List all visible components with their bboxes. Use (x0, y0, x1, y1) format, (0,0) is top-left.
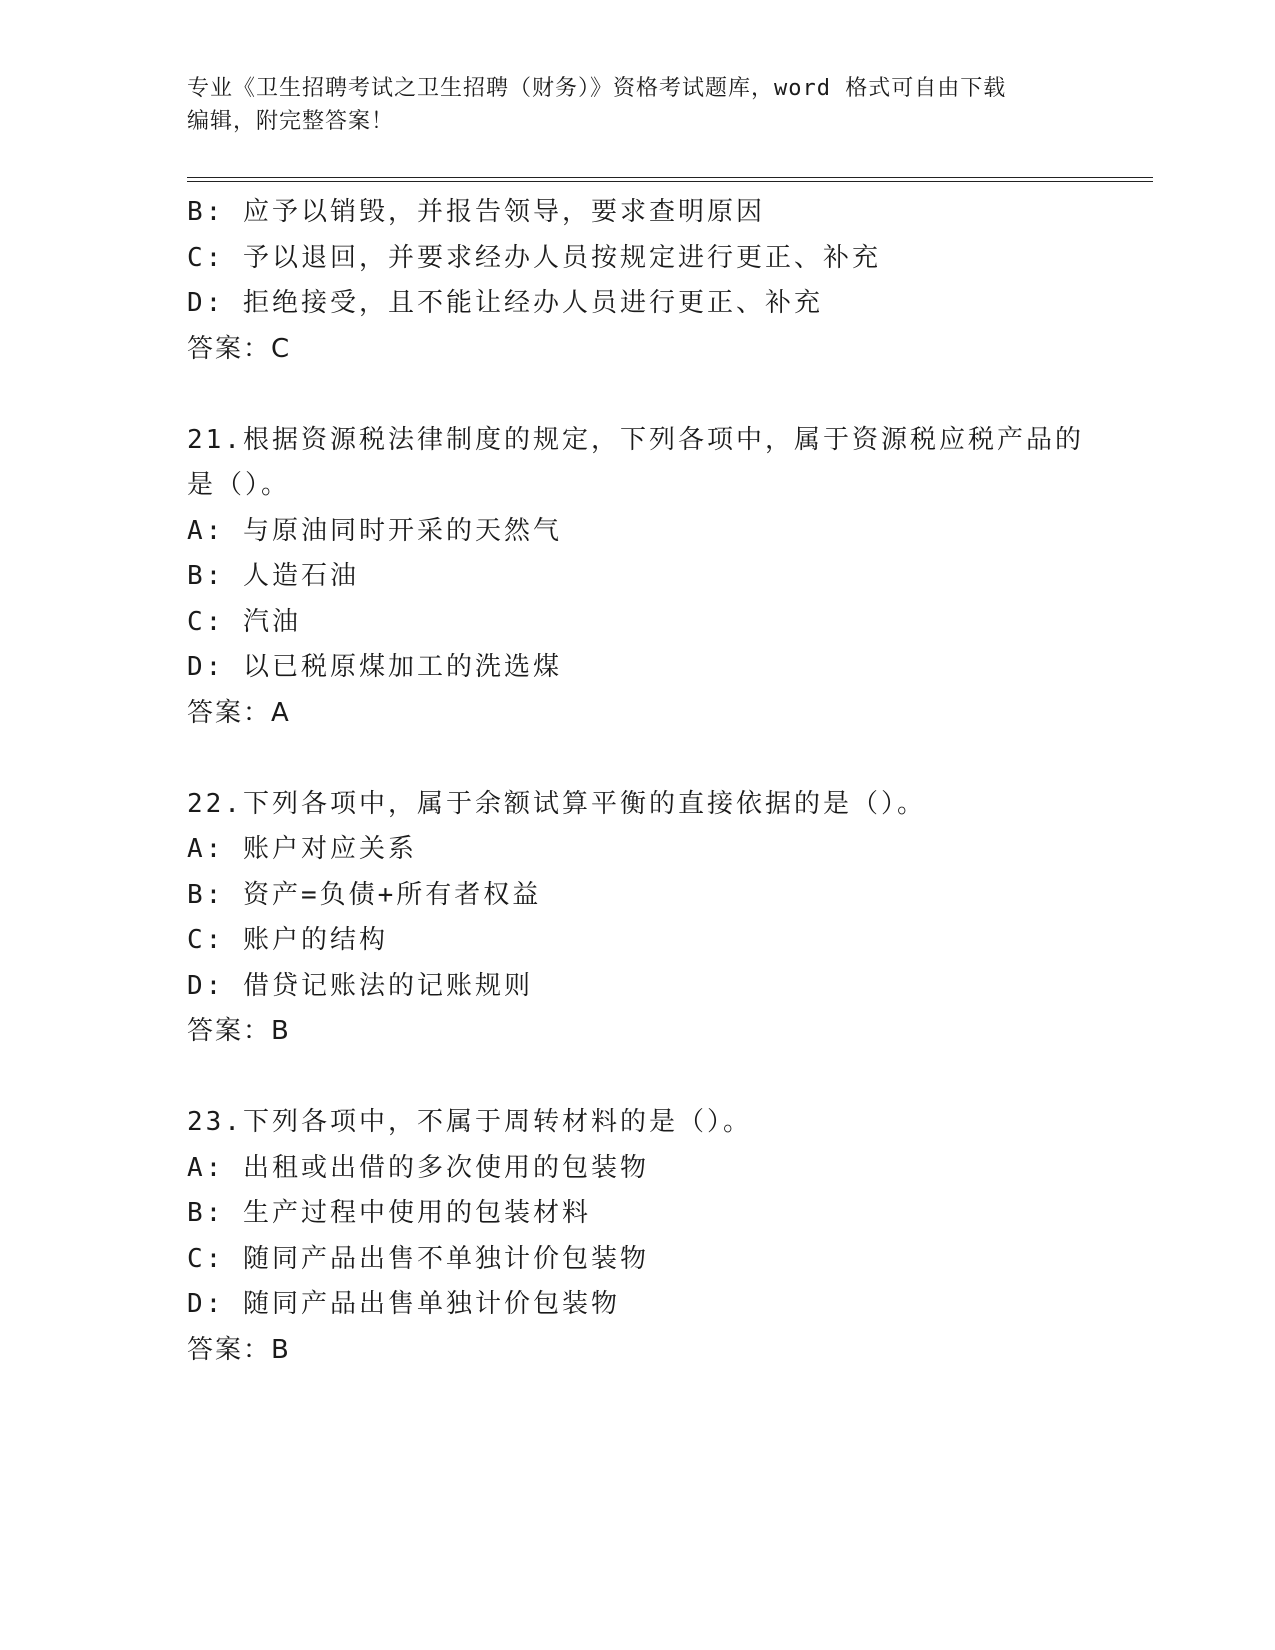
spacer (187, 1055, 1087, 1101)
question-20-continued (187, 190, 1087, 372)
answer-text: 答案：C (187, 333, 292, 364)
question-stem: 是（）。 (187, 470, 291, 500)
option-c: C: 账户的结构 (187, 925, 388, 955)
question-stem: 21.根据资源税法律制度的规定，下列各项中，属于资源税应税产品的 (187, 424, 1084, 455)
spacer (187, 372, 1087, 418)
question-23 (187, 1100, 1087, 1373)
option-c: C: 随同产品出售不单独计价包装物 (187, 1243, 649, 1274)
option-d: D: 借贷记账法的记账规则 (187, 970, 533, 1001)
question-21 (187, 418, 1087, 737)
option-a: A: 出租或出借的多次使用的包装物 (187, 1152, 649, 1183)
header-line-1: 专业《卫生招聘考试之卫生招聘（财务）》资格考试题库，word 格式可自由下载 (187, 76, 1007, 101)
option-d: D: 随同产品出售单独计价包装物 (187, 1289, 620, 1319)
question-22 (187, 782, 1087, 1055)
document-header (187, 72, 1087, 138)
header-divider (187, 177, 1153, 182)
option-d: D: 拒绝接受，且不能让经办人员进行更正、补充 (187, 288, 823, 318)
option-d: D: 以已税原煤加工的洗选煤 (187, 652, 562, 682)
option-b: B: 资产=负债+所有者权益 (187, 879, 542, 910)
option-b: B: 应予以销毁，并报告领导，要求查明原因 (187, 197, 765, 227)
option-c: C: 汽油 (187, 606, 301, 637)
question-stem: 23.下列各项中，不属于周转材料的是（）。 (187, 1107, 752, 1137)
answer-text: 答案：B (187, 1016, 291, 1046)
header-line-2: 编辑，附完整答案！ (187, 109, 395, 134)
option-a: A: 账户对应关系 (187, 834, 417, 864)
answer-text: 答案：B (187, 1334, 291, 1365)
answer-text: 答案：A (187, 697, 291, 728)
option-c: C: 予以退回，并要求经办人员按规定进行更正、补充 (187, 242, 881, 273)
option-a: A: 与原油同时开采的天然气 (187, 515, 562, 546)
question-list (187, 190, 1087, 1373)
question-stem: 22.下列各项中，属于余额试算平衡的直接依据的是（）。 (187, 788, 926, 819)
option-b: B: 人造石油 (187, 561, 359, 591)
spacer (187, 736, 1087, 782)
option-b: B: 生产过程中使用的包装材料 (187, 1198, 591, 1228)
